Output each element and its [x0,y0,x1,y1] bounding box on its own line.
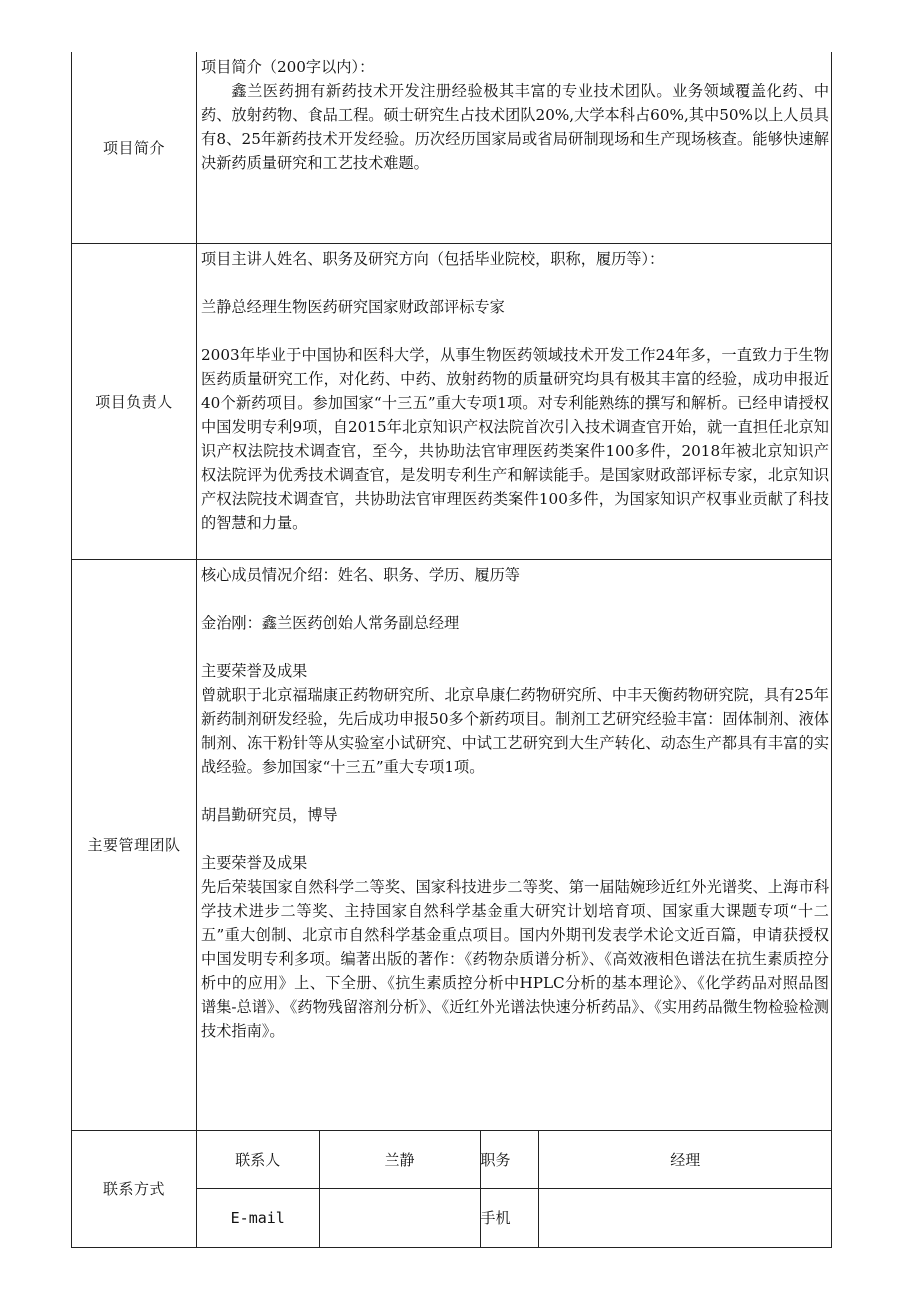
leader-content [197,243,832,559]
mobile-value [538,1189,832,1247]
team-label: 主要管理团队 [72,559,197,1130]
position-label: 职务 [480,1131,538,1189]
intro-body: 鑫兰医药拥有新药技术开发注册经验极其丰富的专业技术团队。业务领域覆盖化药、中药、放射药物、食品工程。硕士研究生占技术团队20%,大学本科占60%,其中50%以上人员具有8、25年新药技术开发经验。历次经历国家局或省局研制现场和生产现场核查。能够快速解决新药质量研究和工艺技术难题。 [201,82,829,172]
member-honors-heading: 主要荣誉及成果 [201,661,308,680]
leader-heading: 项目主讲人姓名、职务及研究方向（包括毕业院校，职称，履历等）： [201,249,665,268]
leader-title-line: 兰静总经理生物医药研究国家财政部评标专家 [201,297,505,316]
contact-email-row [197,1189,832,1247]
member-name-line: 胡昌勤研究员，博导 [201,805,338,824]
member-name-line: 金治刚：鑫兰医药创始人常务副总经理 [201,613,460,632]
contact-person-value: 兰静 [319,1131,480,1189]
contact-table [197,1131,832,1247]
contact-label: 联系方式 [72,1130,197,1247]
intro-content [197,52,832,243]
member-honors-heading: 主要荣誉及成果 [201,853,308,872]
leader-label: 项目负责人 [72,243,197,559]
intro-row [72,52,832,243]
team-heading: 核心成员情况介绍：姓名、职务、学历、履历等 [201,565,520,584]
contact-person-row [197,1131,832,1189]
intro-heading: 项目简介（200字以内）： [201,58,375,76]
email-value [319,1189,480,1247]
member-honors: 曾就职于北京福瑞康正药物研究所、北京阜康仁药物研究所、中丰天衡药物研究院，具有25年新药制剂研发经验，先后成功申报50多个新药项目。制剂工艺研究经验丰富：固体制剂、液体制剂、冻干粉针等从实验室小试研究、中试工艺研究到大生产转化、动态生产都具有丰富的实战经验。参加国家“十三五”重大专项1项。 [201,685,829,776]
project-form-table [71,52,832,1248]
email-label: E-mail [197,1189,319,1247]
contact-cell [197,1130,832,1247]
leader-bio: 2003年毕业于中国协和医科大学，从事生物医药领域技术开发工作24年多，一直致力于生物医药质量研究工作，对化药、中药、放射药物的质量研究均具有极其丰富的经验，成功申报近40个新药项目。参加国家“十三五”重大专项1项。对专利能熟练的撰写和解析。已经申请授权中国发明专利9项，自2015年北京知识产权法院首次引入技术调查官开始，就一直担任北京知识产权法院技术调查官，至今，共协助法官审理医药类案件100多件，2018年被北京知识产权法院评为优秀技术调查官，是发明专利生产和解读能手。是国家财政部评标专家，北京知识产权法院技术调查官，共协助法官审理医药类案件100多件，为国家知识产权事业贡献了科技的智慧和力量。 [201,345,829,532]
contact-person-label: 联系人 [197,1131,319,1189]
team-row [72,559,832,1130]
member-honors: 先后荣装国家自然科学二等奖、国家科技进步二等奖、第一届陆婉珍近红外光谱奖、上海市科学技术进步二等奖、主持国家自然科学基金重大研究计划培育项、国家重大课题专项“十二五”重大创制、北京市自然科学基金重点项目。国内外期刊发表学术论文近百篇，申请获授权中国发明专利多项。编著出版的著作：《药物杂质谱分析》、《高效液相色谱法在抗生素质控分析中的应用》上、下全册、《抗生素质控分析中HPLC分析的基本理论》、《化学药品对照品图谱集-总谱》、《药物残留溶剂分析》、《近红外光谱法快速分析药品》、《实用药品微生物检验检测技术指南》。 [201,877,829,1040]
contact-row [72,1130,832,1247]
team-content [197,559,832,1130]
leader-row [72,243,832,559]
mobile-label: 手机 [480,1189,538,1247]
intro-label: 项目简介 [72,52,197,243]
position-value: 经理 [538,1131,832,1189]
